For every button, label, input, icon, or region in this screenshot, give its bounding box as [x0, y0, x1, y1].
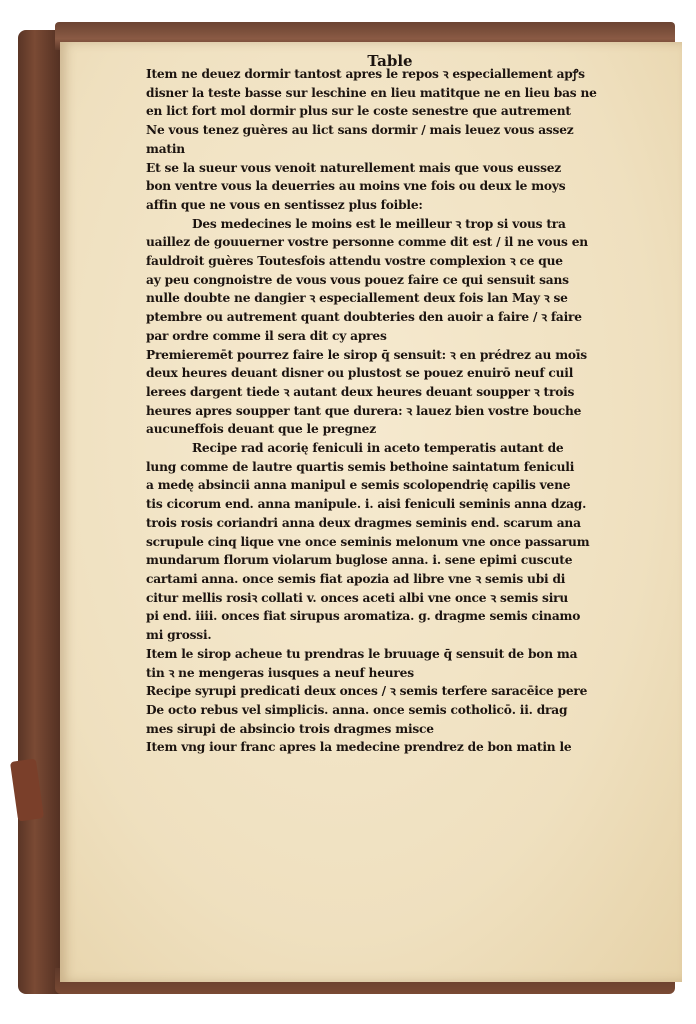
text-line: en lict fort mol dormir plus sur le coste senestre que autrement — [146, 104, 571, 119]
page-header: Table — [367, 52, 413, 70]
text-line: nulle doubte ne dangier ꝛ especiallement deux fois lan May ꝛ se — [146, 291, 568, 306]
page-text-block — [146, 65, 646, 757]
text-line: trois rosis coriandri anna deux dragmes seminis end. scarum ana — [146, 515, 581, 530]
text-line: scrupule cinq lique vne once seminis melonum vne once passarum — [146, 534, 590, 549]
text-line: Et se la sueur vous venoit naturellement mais que vous eussez — [146, 160, 562, 175]
text-line: Premieremēt pourrez faire le sirop q̄ sensuit: ꝛ en prédrez au moīs — [146, 347, 587, 362]
text-line: Item le sirop acheue tu prendras le bruuage q̄ sensuit de bon ma — [146, 646, 578, 661]
text-line: deux heures deuant disner ou plustost se pouez enuirō neuf cuil — [146, 366, 574, 381]
text-line: matin — [146, 141, 185, 156]
text-line: cartami anna. once semis fiat apozia ad libre vne ꝛ semis ubi di — [146, 571, 566, 586]
text-line: mundarum florum violarum buglose anna. i. sene epimi cuscute — [146, 553, 573, 568]
text-line: Recipe rad acorię feniculi in aceto temperatis autant de — [192, 441, 564, 456]
text-line: aucuneffois deuant que le pregnez — [146, 422, 376, 437]
text-line: mes sirupi de absincio trois dragmes misce — [146, 721, 434, 736]
text-line: Ne vous tenez guères au lict sans dormir / mais leuez vous assez — [146, 123, 574, 138]
text-line: pi end. iiii. onces fiat sirupus aromatiza. g. dragme semis cinamo — [146, 609, 581, 624]
text-line: De octo rebus vel simplicis. anna. once semis cotholicō. ii. drag — [146, 702, 568, 717]
book-spine — [18, 30, 66, 994]
text-line: a medę absincii anna manipul e semis scolopendrię capilis vene — [146, 478, 571, 493]
text-line: heures apres soupper tant que durera: ꝛ lauez bien vostre bouche — [146, 403, 582, 418]
text-line: Recipe syrupi predicati deux onces / ꝛ semis terfere saracēice pere — [146, 684, 588, 699]
text-line: tis cicorum end. anna manipule. i. aisi feniculi seminis anna dzag. — [146, 497, 587, 512]
text-line: citur mellis rosiꝛ collati v. onces aceti albi vne once ꝛ semis siru — [146, 590, 569, 605]
text-line: par ordre comme il sera dit cy apres — [146, 328, 387, 343]
text-line: ay peu congnoistre de vous vous pouez faire ce qui sensuit sans — [146, 272, 569, 287]
text-line: Des medecines le moins est le meilleur ꝛ trop si vous tra — [192, 216, 566, 231]
text-line: Item vng iour franc apres la medecine prendrez de bon matin le — [146, 740, 572, 755]
text-line: fauldroit guères Toutesfois attendu vostre complexion ꝛ ce que — [146, 254, 563, 269]
text-line: affin que ne vous en sentissez plus foible: — [146, 197, 423, 212]
text-line: Item ne deuez dormir tantost apres le repos ꝛ especiallement apꝭs — [146, 67, 585, 81]
text-line: uaillez de gouuerner vostre personne comme dit est / il ne vous en — [146, 235, 588, 250]
text-line: lung comme de lautre quartis semis bethoine saintatum feniculi — [146, 459, 575, 474]
text-line: mi grossi. — [146, 628, 212, 643]
text-line: disner la teste basse sur leschine en lieu matitque ne en lieu bas ne — [146, 85, 597, 100]
text-line: ptembre ou autrement quant doubteries den auoir a faire / ꝛ faire — [146, 310, 582, 325]
text-line: bon ventre vous la deuerries au moins vne fois ou deux le moys — [146, 179, 566, 194]
text-line: tin ꝛ ne mengeras iusques a neuf heures — [146, 665, 414, 680]
text-line: lerees dargent tiede ꝛ autant deux heures deuant soupper ꝛ trois — [146, 384, 575, 399]
